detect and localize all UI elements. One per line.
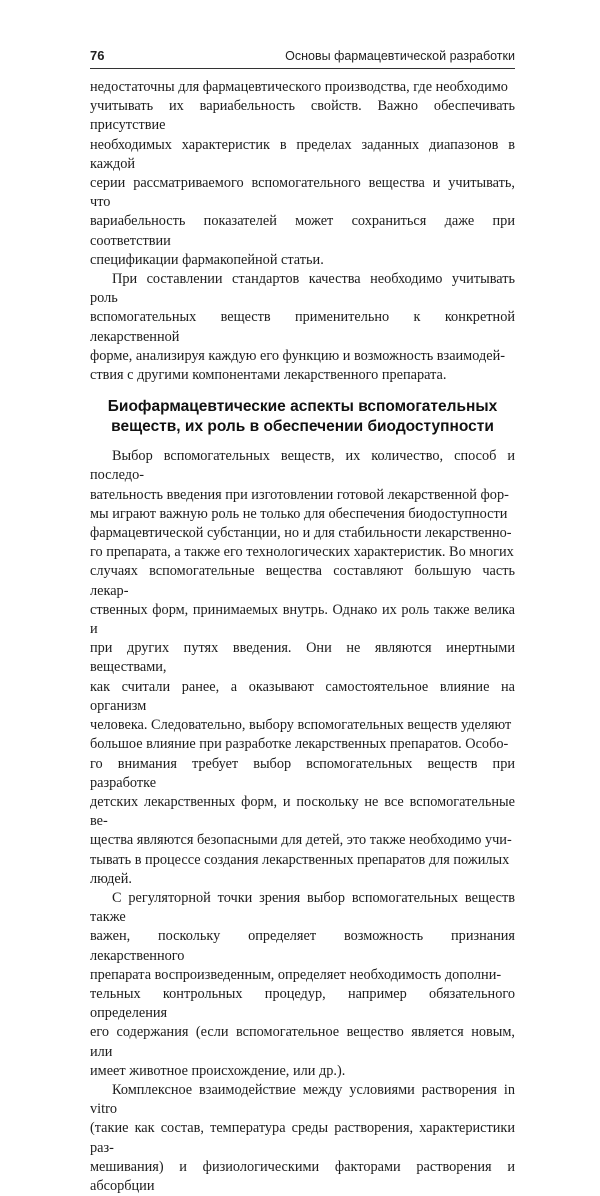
text-line: препарата воспроизведенным, определяет необходимость дополни-: [90, 966, 502, 983]
text-line: серии рассматриваемого вспомогательного вещества и учитывать, что: [90, 175, 515, 211]
text-line: форме, анализируя каждую его функцию и возможность взаимодей-: [90, 347, 505, 364]
section-heading-line: веществ, их роль в обеспечении биодоступности: [111, 418, 494, 436]
text-line: щества являются безопасными для детей, это также необходимо учи-: [90, 832, 512, 849]
text-line: При составлении стандартов качества необходимо учитывать роль: [90, 271, 515, 307]
text-line: важен, поскольку определяет возможность признания лекарственного: [90, 928, 515, 964]
text-line: ственных форм, принимаемых внутрь. Однако их роль также велика и: [90, 601, 515, 638]
text-line: человека. Следовательно, выбору вспомогательных веществ уделяют: [90, 717, 512, 734]
section-paragraph-3: [90, 1081, 515, 1196]
section-heading: [90, 397, 515, 437]
text-line: Выбор вспомогательных веществ, их количество, способ и последо-: [90, 448, 515, 484]
text-line: вательность введения при изготовлении готовой лекарственной фор-: [90, 486, 509, 503]
text-line: вариабельность показателей может сохраниться даже при соответствии: [90, 213, 515, 249]
section-heading-line: Биофармацевтические аспекты вспомогательных: [107, 398, 498, 416]
text-line: людей.: [90, 870, 132, 887]
text-line: имеет животное происхождение, или др.).: [90, 1062, 346, 1079]
text-line: го внимания требует выбор вспомогательных веществ при разработке: [90, 755, 515, 791]
text-line: мешивания) и физиологическими факторами растворения и абсорбции: [90, 1158, 515, 1194]
body-text: [90, 78, 515, 1196]
text-line: как считали ранее, а оказывают самостоятельное влияние на организм: [90, 678, 515, 714]
text-line: (такие как состав, температура среды растворения, характеристики раз-: [90, 1120, 515, 1156]
text-line: его содержания (если вспомогательное вещество является новым, или: [90, 1024, 515, 1060]
page-number: 76: [90, 48, 105, 63]
text-line: тывать в процессе создания лекарственных препаратов для пожилых: [90, 851, 510, 868]
text-line: го препарата, а также его технологических характеристик. Во многих: [90, 544, 514, 561]
text-line: большое влияние при разработке лекарственных препаратов. Особо-: [90, 736, 509, 753]
text-line: тельных контрольных процедур, например обязательного определения: [90, 985, 515, 1022]
text-line: учитывать их вариабельность свойств. Важно обеспечивать присутствие: [90, 98, 515, 134]
running-title: Основы фармацевтической разработки: [285, 49, 515, 63]
text-line: спецификации фармакопейной статьи.: [90, 251, 324, 268]
text-line: Комплексное взаимодействие между условиями растворения in vitro: [90, 1081, 515, 1118]
text-line: С регуляторной точки зрения выбор вспомогательных веществ также: [90, 889, 515, 926]
text-line: вспомогательных веществ применительно к конкретной лекарственной: [90, 309, 515, 345]
text-line: недостаточны для фармацевтического производства, где необходимо: [90, 79, 508, 95]
text-line: необходимых характеристик в пределах заданных диапазонов в каждой: [90, 136, 515, 172]
text-line: мы играют важную роль не только для обеспечения биодоступности: [90, 505, 508, 522]
paragraph-2: [90, 270, 515, 385]
text-line: случаях вспомогательные вещества составляют большую часть лекар-: [90, 563, 515, 599]
paragraph-1: [90, 78, 515, 270]
section-paragraph-2: [90, 889, 515, 1081]
text-line: детских лекарственных форм, и поскольку не все вспомогательные ве-: [90, 793, 515, 830]
text-line: при других путях введения. Они не являются инертными веществами,: [90, 640, 515, 676]
section-paragraph-1: [90, 447, 515, 889]
text-line: фармацевтической субстанции, но и для стабильности лекарственно-: [90, 525, 512, 542]
running-header: [90, 48, 515, 69]
text-line: ствия с другими компонентами лекарственного препарата.: [90, 367, 447, 384]
